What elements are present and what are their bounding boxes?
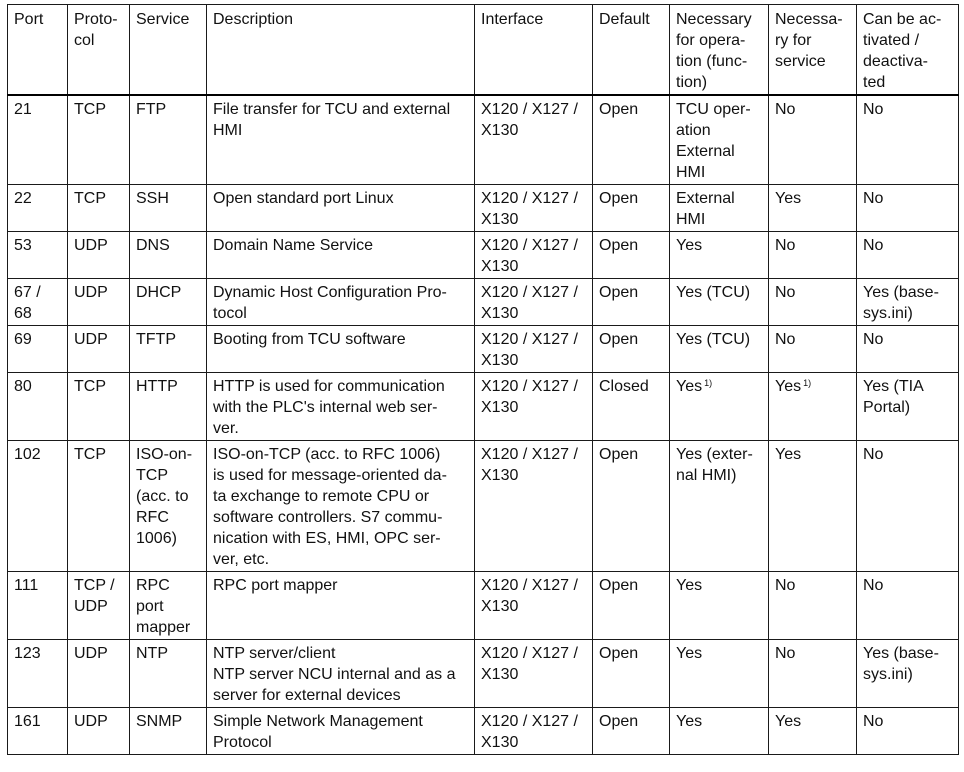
cell-protocol [68, 326, 130, 373]
cell-text: Yes [775, 190, 802, 207]
cell-text: Yes (TCU) [676, 331, 751, 348]
table-row [8, 441, 959, 572]
cell-text: HTTP is used for communication with the PLC's internal web ser- ver. [213, 378, 445, 437]
cell-necessary-service [769, 279, 857, 326]
cell-text: No [775, 284, 796, 301]
cell-text: UDP [74, 645, 108, 662]
cell-text: Yes [676, 645, 703, 662]
cell-default [593, 232, 670, 279]
cell-text: TCP / UDP [74, 577, 115, 615]
port-table [7, 4, 959, 755]
cell-text: Yes [676, 577, 703, 594]
table-body [8, 95, 959, 755]
cell-text: 53 [14, 237, 32, 254]
cell-default [593, 640, 670, 708]
cell-interface [475, 279, 593, 326]
cell-service [130, 640, 207, 708]
cell-service [130, 185, 207, 232]
cell-can-be-activated [857, 232, 959, 279]
column-header-necessary-operation: Necessary for opera- tion (func- tion) [670, 5, 769, 96]
cell-necessary-operation [670, 326, 769, 373]
cell-necessary-service [769, 640, 857, 708]
cell-necessary-service [769, 185, 857, 232]
cell-text: UDP [74, 331, 108, 348]
column-header-interface: Interface [475, 5, 593, 96]
cell-text: TCP [74, 446, 106, 463]
cell-can-be-activated [857, 708, 959, 755]
cell-text: Open [599, 713, 639, 730]
cell-text: 80 [14, 378, 32, 395]
cell-service [130, 572, 207, 640]
cell-default [593, 572, 670, 640]
cell-text: TCU oper- ation External HMI [676, 101, 751, 181]
cell-default [593, 185, 670, 232]
cell-default [593, 373, 670, 441]
document-page [7, 4, 958, 755]
cell-text: No [863, 446, 884, 463]
cell-text: UDP [74, 713, 108, 730]
header-row [8, 5, 959, 96]
cell-text: Yes (exter- nal HMI) [676, 446, 753, 484]
footnote-marker: 1) [704, 378, 713, 388]
cell-service [130, 441, 207, 572]
cell-necessary-operation [670, 640, 769, 708]
cell-protocol [68, 640, 130, 708]
cell-text: Open [599, 645, 639, 662]
cell-text: No [863, 577, 884, 594]
cell-interface [475, 708, 593, 755]
cell-text: 123 [14, 645, 41, 662]
table-row [8, 373, 959, 441]
table-row [8, 326, 959, 373]
cell-description [207, 373, 475, 441]
cell-text: Yes [676, 237, 703, 254]
column-header-service: Service [130, 5, 207, 96]
cell-description [207, 572, 475, 640]
cell-text: X120 / X127 / X130 [481, 284, 578, 322]
cell-necessary-service [769, 326, 857, 373]
cell-port [8, 232, 68, 279]
cell-necessary-service [769, 708, 857, 755]
cell-text: X120 / X127 / X130 [481, 645, 578, 683]
cell-text: Yes [775, 713, 802, 730]
cell-text: TCP [74, 190, 106, 207]
cell-interface [475, 373, 593, 441]
cell-text: 67 / 68 [14, 284, 41, 322]
cell-text: ISO-on- TCP (acc. to RFC 1006) [136, 446, 193, 547]
cell-text: X120 / X127 / X130 [481, 446, 578, 484]
column-header-necessary-service: Necessa- ry for service [769, 5, 857, 96]
cell-text: Open [599, 101, 639, 118]
cell-description [207, 640, 475, 708]
cell-text: No [775, 331, 796, 348]
table-row [8, 232, 959, 279]
cell-port [8, 640, 68, 708]
cell-description [207, 441, 475, 572]
cell-interface [475, 640, 593, 708]
cell-necessary-service [769, 572, 857, 640]
cell-service [130, 708, 207, 755]
cell-description [207, 185, 475, 232]
cell-text: X120 / X127 / X130 [481, 331, 578, 369]
cell-interface [475, 185, 593, 232]
cell-text: Open [599, 190, 639, 207]
cell-text: TCP [74, 378, 106, 395]
cell-protocol [68, 185, 130, 232]
cell-text: HTTP [136, 378, 178, 395]
cell-port [8, 373, 68, 441]
cell-text: Open [599, 446, 639, 463]
cell-text: No [775, 577, 796, 594]
cell-text: No [863, 713, 884, 730]
cell-text: DNS [136, 237, 170, 254]
cell-text: Booting from TCU software [213, 331, 406, 348]
cell-default [593, 279, 670, 326]
cell-text: No [863, 190, 884, 207]
cell-text: TFTP [136, 331, 176, 348]
cell-text: No [775, 645, 796, 662]
cell-text: No [775, 101, 796, 118]
cell-port [8, 572, 68, 640]
column-header-default: Default [593, 5, 670, 96]
cell-port [8, 708, 68, 755]
cell-text: Yes [676, 378, 703, 395]
cell-text: NTP server/client NTP server NCU internal and as a server for external devices [213, 645, 456, 704]
cell-protocol [68, 95, 130, 185]
cell-text: External HMI [676, 190, 735, 228]
cell-default [593, 95, 670, 185]
cell-description [207, 95, 475, 185]
cell-necessary-operation [670, 708, 769, 755]
cell-text: Open [599, 237, 639, 254]
table-row [8, 572, 959, 640]
cell-text: X120 / X127 / X130 [481, 237, 578, 275]
cell-text: SNMP [136, 713, 183, 730]
cell-necessary-operation [670, 232, 769, 279]
cell-port [8, 326, 68, 373]
cell-interface [475, 326, 593, 373]
cell-port [8, 441, 68, 572]
cell-default [593, 441, 670, 572]
cell-text: 69 [14, 331, 32, 348]
cell-text: Open [599, 284, 639, 301]
cell-text: RPC port mapper [213, 577, 338, 594]
cell-text: ISO-on-TCP (acc. to RFC 1006) is used for message-oriented da- ta exchange to remote CPU or software controllers. S7 commu- nication with ES, HMI, OPC ser- ver, etc. [213, 446, 447, 568]
cell-text: 161 [14, 713, 41, 730]
cell-port [8, 279, 68, 326]
cell-text: Open [599, 331, 639, 348]
cell-text: Yes (TIA Portal) [863, 378, 924, 416]
cell-default [593, 708, 670, 755]
table-row [8, 279, 959, 326]
cell-text: Yes [676, 713, 703, 730]
cell-service [130, 232, 207, 279]
cell-protocol [68, 232, 130, 279]
cell-necessary-operation [670, 185, 769, 232]
cell-text: X120 / X127 / X130 [481, 713, 578, 751]
cell-protocol [68, 708, 130, 755]
cell-text: Simple Network Management Protocol [213, 713, 423, 751]
cell-protocol [68, 441, 130, 572]
cell-text: X120 / X127 / X130 [481, 190, 578, 228]
cell-interface [475, 572, 593, 640]
cell-necessary-operation [670, 572, 769, 640]
cell-text: UDP [74, 237, 108, 254]
column-header-protocol: Proto- col [68, 5, 130, 96]
cell-text: X120 / X127 / X130 [481, 101, 578, 139]
cell-text: 111 [14, 577, 39, 594]
cell-text: X120 / X127 / X130 [481, 577, 578, 615]
cell-text: SSH [136, 190, 169, 207]
cell-description [207, 326, 475, 373]
cell-can-be-activated [857, 572, 959, 640]
cell-text: 102 [14, 446, 41, 463]
cell-can-be-activated [857, 185, 959, 232]
cell-text: RPC port mapper [136, 577, 191, 636]
cell-description [207, 708, 475, 755]
table-header [8, 5, 959, 96]
cell-interface [475, 441, 593, 572]
cell-text: 21 [14, 101, 32, 118]
cell-text: NTP [136, 645, 168, 662]
column-header-can-be-activated: Can be ac- tivated / deactiva- ted [857, 5, 959, 96]
cell-can-be-activated [857, 441, 959, 572]
cell-text: No [863, 331, 884, 348]
cell-text: File transfer for TCU and external HMI [213, 101, 451, 139]
cell-can-be-activated [857, 326, 959, 373]
cell-text: Domain Name Service [213, 237, 374, 254]
cell-text: Yes (TCU) [676, 284, 751, 301]
cell-necessary-service [769, 373, 857, 441]
cell-necessary-service [769, 441, 857, 572]
cell-interface [475, 95, 593, 185]
cell-description [207, 279, 475, 326]
cell-text: Closed [599, 378, 649, 395]
cell-necessary-operation [670, 441, 769, 572]
cell-text: No [863, 101, 884, 118]
cell-necessary-service [769, 232, 857, 279]
cell-port [8, 95, 68, 185]
table-row [8, 185, 959, 232]
cell-can-be-activated [857, 279, 959, 326]
cell-text: Dynamic Host Configuration Pro- tocol [213, 284, 447, 322]
cell-service [130, 279, 207, 326]
cell-text: Yes [775, 378, 802, 395]
cell-text: 22 [14, 190, 32, 207]
cell-text: TCP [74, 101, 106, 118]
cell-protocol [68, 279, 130, 326]
table-row [8, 640, 959, 708]
cell-can-be-activated [857, 640, 959, 708]
cell-can-be-activated [857, 95, 959, 185]
cell-protocol [68, 373, 130, 441]
cell-text: Yes (base- sys.ini) [863, 645, 939, 683]
table-row [8, 708, 959, 755]
cell-service [130, 326, 207, 373]
cell-text: DHCP [136, 284, 182, 301]
cell-text: Yes (base- sys.ini) [863, 284, 939, 322]
cell-interface [475, 232, 593, 279]
cell-text: Open [599, 577, 639, 594]
cell-default [593, 326, 670, 373]
cell-text: No [775, 237, 796, 254]
cell-necessary-service [769, 95, 857, 185]
table-row [8, 95, 959, 185]
cell-necessary-operation [670, 373, 769, 441]
cell-necessary-operation [670, 279, 769, 326]
cell-text: FTP [136, 101, 167, 118]
cell-port [8, 185, 68, 232]
column-header-port: Port [8, 5, 68, 96]
cell-text: No [863, 237, 884, 254]
cell-service [130, 95, 207, 185]
cell-text: Yes [775, 446, 802, 463]
cell-service [130, 373, 207, 441]
cell-protocol [68, 572, 130, 640]
cell-description [207, 232, 475, 279]
cell-text: UDP [74, 284, 108, 301]
footnote-marker: 1) [803, 378, 812, 388]
column-header-description: Description [207, 5, 475, 96]
cell-text: X120 / X127 / X130 [481, 378, 578, 416]
cell-can-be-activated [857, 373, 959, 441]
cell-text: Open standard port Linux [213, 190, 394, 207]
cell-necessary-operation [670, 95, 769, 185]
